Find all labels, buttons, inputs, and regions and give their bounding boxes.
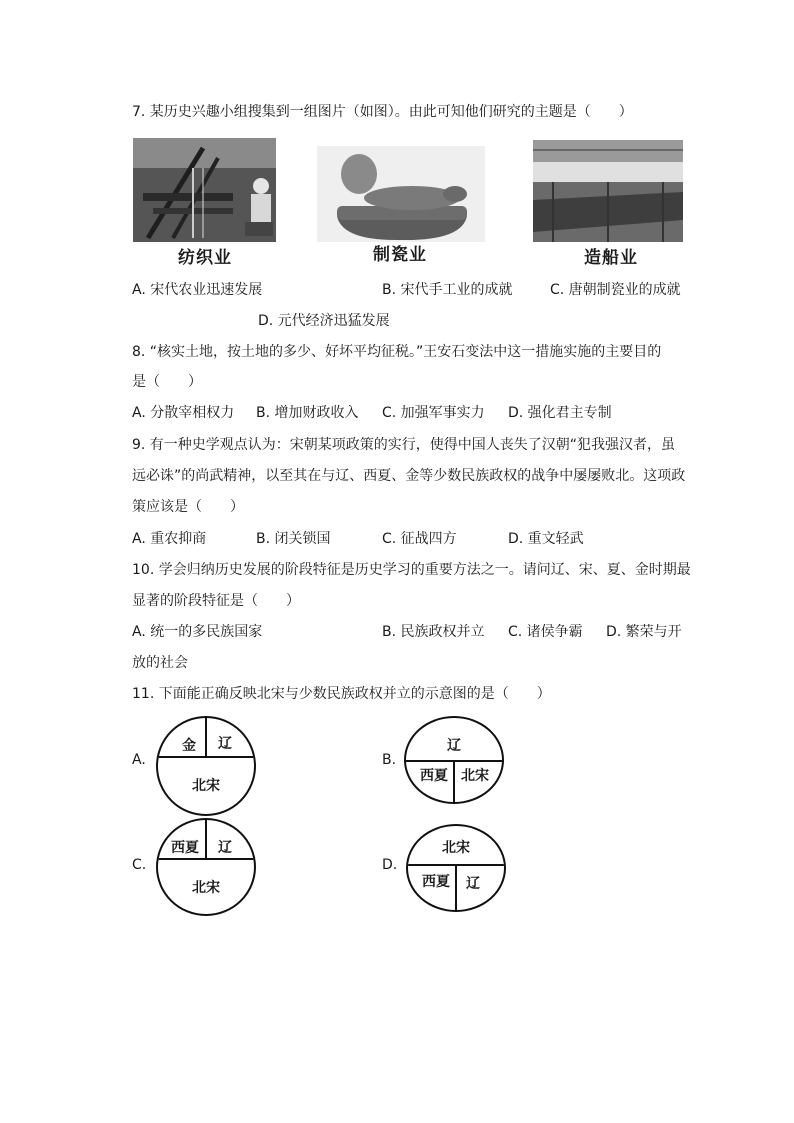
q7-option-b[interactable]: B. 宋代手工业的成就: [382, 282, 513, 298]
q8-option-d[interactable]: D. 强化君主专制: [508, 405, 612, 421]
region-liao: 辽: [218, 736, 232, 752]
q9-option-b[interactable]: B. 闭关锁国: [256, 531, 331, 547]
caption-shipbuilding: 造船业: [584, 248, 638, 268]
q10-stem-line1: 10. 学会归纳历史发展的阶段特征是历史学习的重要方法之一。请问辽、宋、夏、金时期最: [132, 562, 691, 578]
q9-option-a[interactable]: A. 重农抑商: [132, 531, 207, 547]
caption-textile: 纺织业: [178, 248, 232, 268]
region-northern-song: 北宋: [192, 880, 220, 896]
region-western-xia: 西夏: [420, 768, 448, 784]
q11-option-d-label[interactable]: D.: [382, 857, 398, 873]
region-jin: 金: [182, 738, 196, 754]
region-western-xia: 西夏: [171, 840, 199, 856]
diagram-b[interactable]: [404, 716, 504, 804]
q8-option-b[interactable]: B. 增加财政收入: [256, 405, 359, 421]
q11-option-b-label[interactable]: B.: [382, 752, 397, 768]
q10-stem-line2: 显著的阶段特征是（ ）: [132, 593, 300, 609]
diagram-d[interactable]: [406, 824, 506, 912]
q9-option-c[interactable]: C. 征战四方: [382, 531, 457, 547]
q10-option-a[interactable]: A. 统一的多民族国家: [132, 624, 263, 640]
q7-option-a[interactable]: A. 宋代农业迅速发展: [132, 282, 263, 298]
region-western-xia: 西夏: [422, 874, 450, 890]
divider-vertical: [205, 820, 207, 858]
q7-option-c[interactable]: C. 唐朝制瓷业的成就: [550, 282, 681, 298]
diagram-c[interactable]: [156, 818, 256, 916]
q10-option-c[interactable]: C. 诸侯争霸: [508, 624, 583, 640]
q8-option-c[interactable]: C. 加强军事实力: [382, 405, 485, 421]
region-northern-song: 北宋: [461, 768, 489, 784]
q9-stem-line2: 远必诛”的尚武精神，以至其在与辽、西夏、金等少数民族政权的战争中屡屡败北。这项政: [132, 468, 686, 484]
q11-stem: 11. 下面能正确反映北宋与少数民族政权并立的示意图的是（ ）: [132, 686, 551, 702]
q9-stem-line1: 9. 有一种史学观点认为：宋朝某项政策的实行，使得中国人丧失了汉朝“犯我强汉者，虽: [132, 437, 676, 453]
q7-option-d[interactable]: D. 元代经济迅猛发展: [258, 313, 390, 329]
diagram-a[interactable]: [156, 716, 256, 816]
q9-option-d[interactable]: D. 重文轻武: [508, 531, 584, 547]
q11-option-c-label[interactable]: C.: [132, 857, 147, 873]
q10-option-b[interactable]: B. 民族政权并立: [382, 624, 485, 640]
divider-vertical: [205, 718, 207, 756]
caption-porcelain: 制瓷业: [373, 245, 427, 265]
loom-photo-art: [133, 138, 276, 242]
q8-stem-line1: 8. “核实土地，按土地的多少、好坏平均征税。”王安石变法中这一措施实施的主要目的: [132, 344, 662, 360]
region-liao: 辽: [466, 876, 480, 892]
region-northern-song: 北宋: [192, 778, 220, 794]
q7-stem: 7. 某历史兴趣小组搜集到一组图片（如图）。由此可知他们研究的主题是（ ）: [132, 104, 633, 120]
q8-stem-line2: 是（ ）: [132, 374, 202, 390]
region-northern-song: 北宋: [442, 840, 470, 856]
q9-stem-line3: 策应该是（ ）: [132, 499, 244, 515]
q8-option-a[interactable]: A. 分散宰相权力: [132, 405, 235, 421]
region-liao: 辽: [218, 840, 232, 856]
q11-option-a-label[interactable]: A.: [132, 752, 146, 768]
porcelain-pillow-art: [317, 146, 485, 242]
loom-photo: [133, 138, 276, 242]
porcelain-pillow-photo: [317, 146, 485, 242]
q10-option-d[interactable]: D. 繁荣与开: [606, 624, 682, 640]
q10-option-d-cont: 放的社会: [132, 655, 188, 671]
shipyard-photo: [533, 140, 683, 242]
divider-horizontal: [158, 756, 254, 758]
divider-horizontal: [158, 858, 254, 860]
shipyard-art: [533, 140, 683, 242]
region-liao: 辽: [447, 738, 461, 754]
divider-vertical: [455, 864, 457, 910]
